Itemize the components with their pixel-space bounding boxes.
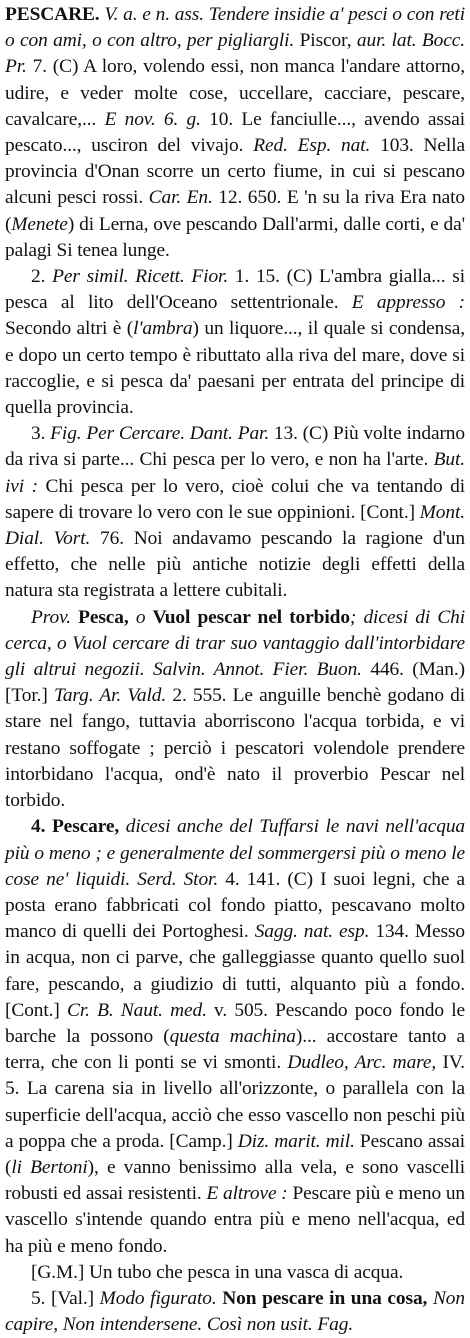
grammar-and-definition: V. a. e n. ass. Tendere insidie a' pesci o con reti o con ami, o con altro, per pigliargli.: [5, 4, 466, 52]
citation-quote: Pescare più e meno un vascello s'intende quando entra più e meno nell'acqua, ed ha più e meno fondo.: [5, 1183, 466, 1257]
citation-quote: 134. Messo in acqua, non ci parve, che galleggiasse quanto quello suol fare, pescando, a giudizio di tutti, alquanto più a fondo. [Cont.]: [5, 921, 465, 1021]
citation-source: Dudleo, Arc. mare,: [287, 1052, 437, 1074]
citation-quote: [G.M.] Un tubo che pesca in una vasca di acqua.: [31, 1261, 404, 1283]
citation-quote: 1. 15. (C) L'ambra gialla... si pesca al lito dell'Oceano settentrionale.: [5, 266, 466, 314]
gloss-term: questa machina: [169, 1025, 296, 1047]
sense-3-paragraph: [5, 421, 465, 604]
gloss-term: l'ambra: [133, 318, 193, 340]
citation-source: Cr. B. Naut. med.: [67, 999, 207, 1021]
citation-number: 446. (Man.) [Tor.]: [5, 659, 465, 707]
proverb-definition: ; dicesi di Chi cerca, o Vuol cercare di trar suo vantaggio dall'intorbidare gli altrui negozii. Salvin. Annot. Fier. Buon.: [5, 606, 466, 681]
idiom-definition: Non capire, Non intendersene. Così non usit. Fag.: [5, 1287, 465, 1336]
proverb-paragraph: [5, 605, 465, 815]
gloss-term: Menete: [11, 213, 68, 235]
sense-4-paragraph: [5, 814, 465, 1259]
sense-definition: dicesi anche del Tuffarsi le navi nell'acqua più o meno ; e generalmente del sommergersi più o meno le cose ne' liquidi. Serd. Stor.: [5, 816, 466, 890]
citation-quote: ), e vanno benissimo alla vela, e sono vascelli robusti ed assai resistenti.: [5, 1156, 465, 1205]
citation-quote: ) di Lerna, ove pescando Dall'armi, dalle corti, e da' palagi Si tenea lunge.: [5, 213, 465, 261]
citation-quote: 7. (C) A loro, volendo essi, non manca l'andare attorno, udire, e veder molte cose, uccellare, cacciare, pescare, cavalcare,...: [5, 56, 466, 130]
sense-headword: Pescare,: [51, 816, 120, 838]
citation-source: Red. Esp. nat.: [253, 135, 371, 157]
proverb-phrase: Vuol pescar nel torbido: [152, 606, 350, 628]
idiom-phrase: Non pescare in una cosa,: [222, 1287, 428, 1309]
proverb-label: Prov.: [31, 606, 71, 628]
gm-note-paragraph: [5, 1260, 465, 1286]
citation-quote: v. 505. Pescando poco fondo le barche la possono (: [5, 999, 465, 1047]
citation-quote: Chi pesca per lo vero, cioè colui che va tentando di sapere di trovare lo vero con le sue oppinioni. [Cont.]: [5, 475, 466, 523]
entry-headword: PESCARE.: [5, 4, 100, 25]
sense-number: 5. [Val.]: [31, 1287, 95, 1309]
sense-label: Fig. Per Cercare. Dant. Par.: [50, 423, 270, 445]
citation-source: Targ. Ar. Vald.: [53, 685, 167, 707]
citation-source: aur. lat. Bocc. Pr.: [5, 30, 466, 78]
proverb-phrase: Pesca,: [78, 606, 129, 628]
citation-quote: ) un liquore..., il quale si condensa, e dopo un certo tempo è ributtato alla riva del mare, dove si raccoglie, e si pesca da' paesani per entrata del principe di quella provincia.: [5, 318, 465, 419]
sense-label: Modo figurato.: [99, 1287, 217, 1309]
gloss-term: li Bertoni: [11, 1156, 88, 1178]
citation-source: But. ivi :: [5, 449, 465, 497]
citation-quote: )... accostare tanto a terra, che con li ponti se vi smonti.: [5, 1025, 465, 1074]
citation-quote: 13. (C) Più volte indarno da riva si parte... Chi pesca per lo vero, e non ha l'arte.: [5, 423, 465, 471]
sense-number: 4.: [31, 816, 46, 838]
citation-quote: 2. 555. Le anguille benchè godano di stare nel fango, tuttavia aborriscono l'acqua torbida, e vi restano soffogate ; perciò i pescatori volendole prendere intorbidano l'acqua, ond'è nato il proverbio Pescar nel torbido.: [5, 685, 465, 812]
citation-quote: Pescano assai (: [5, 1130, 466, 1178]
citation-number: 12. 650.: [218, 187, 282, 209]
citation-source: Diz. marit. mil.: [237, 1130, 355, 1152]
citation-source: Car. En.: [148, 187, 213, 209]
sense-5-paragraph: [5, 1286, 465, 1338]
citation-quote: IV. 5. La carena sia in livello all'orizzonte, o parallela con la superficie dell'acqua, acciò che esso vascello non peschi più a poppa che a proda. [Camp.]: [5, 1052, 465, 1152]
sense-2-paragraph: [5, 264, 465, 421]
citation-quote: 76. Noi andavamo pescando la ragione d'un effetto, che nelle più antiche notizie degli effetti della natura sta registrata a lettere cubitali.: [5, 528, 465, 602]
citation-source: Sagg. nat. esp.: [254, 921, 370, 943]
citation-quote: 10. Le fanciulle..., avendo assai pescato..., usciron del vivajo.: [5, 108, 466, 157]
citation-quote: Secondo altri è (: [5, 318, 134, 340]
citation-quote: 4. 141. (C) I suoi legni, che a posta erano fabbricati col fondo piatto, pescavano molto manco di quelli dei Portoghesi.: [5, 868, 466, 943]
sense-label: Per simil. Ricett. Fior.: [52, 266, 229, 288]
sense-number: 3.: [31, 423, 46, 445]
citation-quote: 103. Nella provincia d'Onan scorre un certo fiume, in cui si pescano alcuni pesci rossi.: [5, 135, 465, 209]
citation-quote: E 'n su la riva Era nato (: [5, 187, 466, 235]
latin-equivalent: Piscor,: [299, 30, 352, 52]
citation-source: E nov. 6. g.: [104, 108, 201, 130]
citation-source: Mont. Dial. Vort.: [5, 501, 465, 550]
sense-number: 2.: [31, 266, 46, 288]
citation-source: E altrove :: [206, 1183, 288, 1205]
proverb-connector: o: [135, 606, 146, 628]
citation-source: E appresso :: [351, 292, 465, 314]
entry-definition-main: [5, 2, 465, 264]
